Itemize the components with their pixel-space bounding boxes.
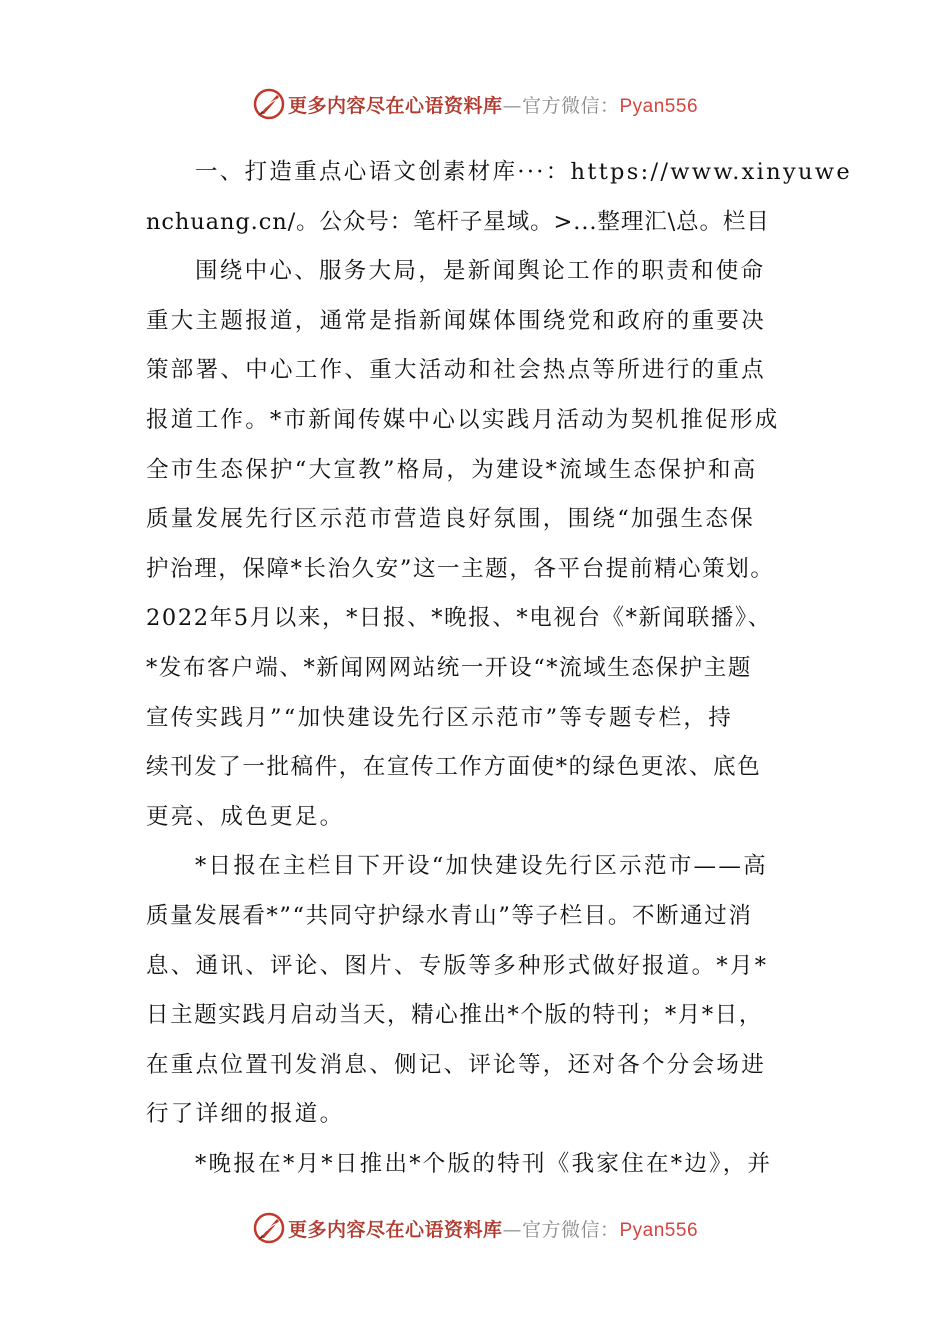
quill-logo-icon xyxy=(252,87,286,121)
banner-brand: 更多内容尽在心语资料库 xyxy=(287,94,503,117)
text-line: 护治理，保障*长治久安”这一主题，各平台提前精心策划。 xyxy=(146,555,775,582)
text-line: 全市生态保护“大宣教”格局，为建设*流域生态保护和高 xyxy=(146,456,758,483)
text-line: 日主题实践月启动当天，精心推出*个版的特刊；*月*日， xyxy=(146,1002,763,1029)
banner-separator: — xyxy=(502,94,522,117)
text-line: 行了详细的报道。 xyxy=(146,1101,345,1128)
banner-wechat-id: Pyan556 xyxy=(619,95,699,117)
text-line: 更亮、成色更足。 xyxy=(146,803,345,830)
text-line: 质量发展看*”“共同守护绿水青山”等子栏目。不断通过消 xyxy=(146,902,753,929)
banner-wechat-id: Pyan556 xyxy=(619,1219,699,1241)
text-line: 息、通讯、评论、图片、专版等多种形式做好报道。*月* xyxy=(146,952,769,979)
header-banner xyxy=(0,84,950,124)
text-line: 续刊发了一批稿件，在宣传工作方面使*的绿色更浓、底色 xyxy=(146,754,762,781)
text-line: 报道工作。*市新闻传媒中心以实践月活动为契机推促形成 xyxy=(146,406,780,433)
text-line: *晚报在*月*日推出*个版的特刊《我家住在*边》，并 xyxy=(195,1150,773,1177)
banner-label: 官方微信： xyxy=(521,1218,620,1241)
footer-banner xyxy=(0,1208,950,1248)
banner-separator: — xyxy=(502,1218,522,1241)
text-line: nchuang.cn/。公众号：笔杆子星域。>...整理汇\总。栏目 xyxy=(146,208,770,235)
text-line: 一、打造重点心语文创素材库···：https://www.xinyuwe xyxy=(195,159,852,185)
text-line: *日报在主栏目下开设“加快建设先行区示范市——高 xyxy=(195,853,768,880)
text-line: 围绕中心、服务大局，是新闻舆论工作的职责和使命 xyxy=(195,258,766,285)
text-line: 质量发展先行区示范市营造良好氛围，围绕“加强生态保 xyxy=(146,506,756,533)
text-line: *发布客户端、*新闻网网站统一开设“*流域生态保护主题 xyxy=(146,654,752,681)
document-body xyxy=(146,148,852,1189)
text-line: 2022年5月以来，*日报、*晚报、*电视台《*新闻联播》、 xyxy=(146,605,772,632)
text-line: 重大主题报道，通常是指新闻媒体围绕党和政府的重要决 xyxy=(146,307,767,334)
banner-brand: 更多内容尽在心语资料库 xyxy=(287,1218,503,1241)
banner-label: 官方微信： xyxy=(521,94,620,117)
quill-logo-icon xyxy=(252,1211,286,1245)
text-line: 在重点位置刊发消息、侧记、评论等，还对各个分会场进 xyxy=(146,1051,767,1078)
text-line: 策部署、中心工作、重大活动和社会热点等所进行的重点 xyxy=(146,357,767,384)
text-line: 宣传实践月”“加快建设先行区示范市”等专题专栏，持 xyxy=(146,704,734,731)
